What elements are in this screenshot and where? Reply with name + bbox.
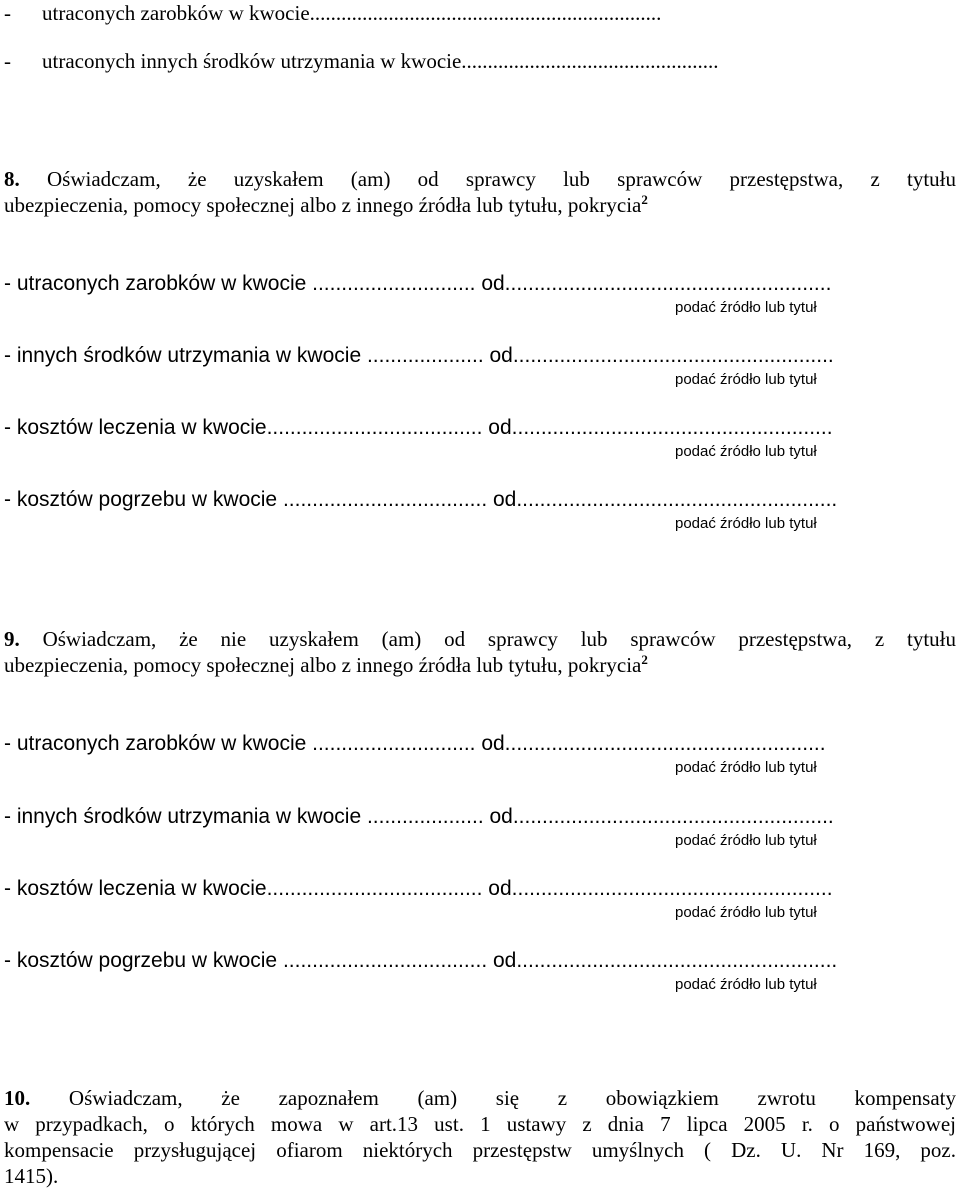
section-9-line-2 (4, 652, 956, 678)
section-8-hint-medical: podać źródło lub tytuł (675, 443, 817, 460)
section-8-line-1 (4, 166, 956, 192)
section-8-statement (4, 166, 956, 218)
footnote-marker: 2 (641, 652, 648, 667)
top-item-lost-earnings (4, 0, 661, 26)
section-10-line-4: 1415). (4, 1164, 59, 1188)
section-9-hint-funeral: podać źródło lub tytuł (675, 976, 817, 993)
section-8-hint-other-means: podać źródło lub tytuł (675, 371, 817, 388)
section-10-text-1: Oświadczam, że zapoznałem (am) się z obowiązkiem zwrotu kompensaty (68, 1086, 956, 1110)
section-9-number: 9. (4, 627, 20, 651)
section-10-number: 10. (4, 1086, 31, 1110)
section-9-statement (4, 626, 956, 678)
section-8-text-2: ubezpieczenia, pomocy społecznej albo z innego źródła lub tytułu, pokrycia (4, 193, 642, 217)
section-8-number: 8. (4, 167, 20, 191)
top-item-lost-other-means (4, 48, 719, 74)
section-9-hint-medical: podać źródło lub tytuł (675, 904, 817, 921)
section-9-hint-earnings: podać źródło lub tytuł (675, 759, 817, 776)
section-10-statement (4, 1085, 956, 1189)
footnote-marker: 2 (641, 192, 648, 207)
section-9-hint-other-means: podać źródło lub tytuł (675, 832, 817, 849)
list-dash: - (4, 49, 11, 73)
list-dash: - (4, 1, 11, 25)
top-item-text: utraconych zarobków w kwocie................................................................... (42, 1, 662, 25)
section-9-text-1: Oświadczam, że nie uzyskałem (am) od sprawcy lub sprawców przestępstwa, z tytułu (42, 627, 956, 651)
section-8-hint-funeral: podać źródło lub tytuł (675, 515, 817, 532)
section-8-item-medical: - kosztów leczenia w kwocie..................................... od....................................................... (4, 416, 833, 439)
section-8-item-other-means: - innych środków utrzymania w kwocie .................... od....................................................... (4, 344, 834, 367)
section-9-item-medical: - kosztów leczenia w kwocie..................................... od....................................................... (4, 877, 833, 900)
section-9-item-other-means: - innych środków utrzymania w kwocie .................... od....................................................... (4, 805, 834, 828)
section-9-item-funeral: - kosztów pogrzebu w kwocie ................................... od....................................................... (4, 949, 838, 972)
section-8-item-earnings: - utraconych zarobków w kwocie ............................ od........................................................ (4, 272, 832, 295)
section-10-line-2: w przypadkach, o których mowa w art.13 ust. 1 ustawy z dnia 7 lipca 2005 r. o państwowej (4, 1112, 956, 1136)
section-9-text-2: ubezpieczenia, pomocy społecznej albo z innego źródła lub tytułu, pokrycia (4, 653, 642, 677)
section-9-item-earnings: - utraconych zarobków w kwocie ............................ od....................................................... (4, 732, 826, 755)
section-8-hint-earnings: podać źródło lub tytuł (675, 299, 817, 316)
top-item-text: utraconych innych środków utrzymania w kwocie................................................. (42, 49, 719, 73)
section-9-line-1 (4, 626, 956, 652)
section-10-line-1 (4, 1085, 956, 1111)
section-8-line-2 (4, 192, 956, 218)
section-8-text-1: Oświadczam, że uzyskałem (am) od sprawcy lub sprawców przestępstwa, z tytułu (46, 167, 956, 191)
section-10-line-3: kompensacie przysługującej ofiarom niektórych przestępstw umyślnych ( Dz. U. Nr 169, poz. (4, 1138, 956, 1162)
section-8-item-funeral: - kosztów pogrzebu w kwocie ................................... od....................................................... (4, 488, 838, 511)
